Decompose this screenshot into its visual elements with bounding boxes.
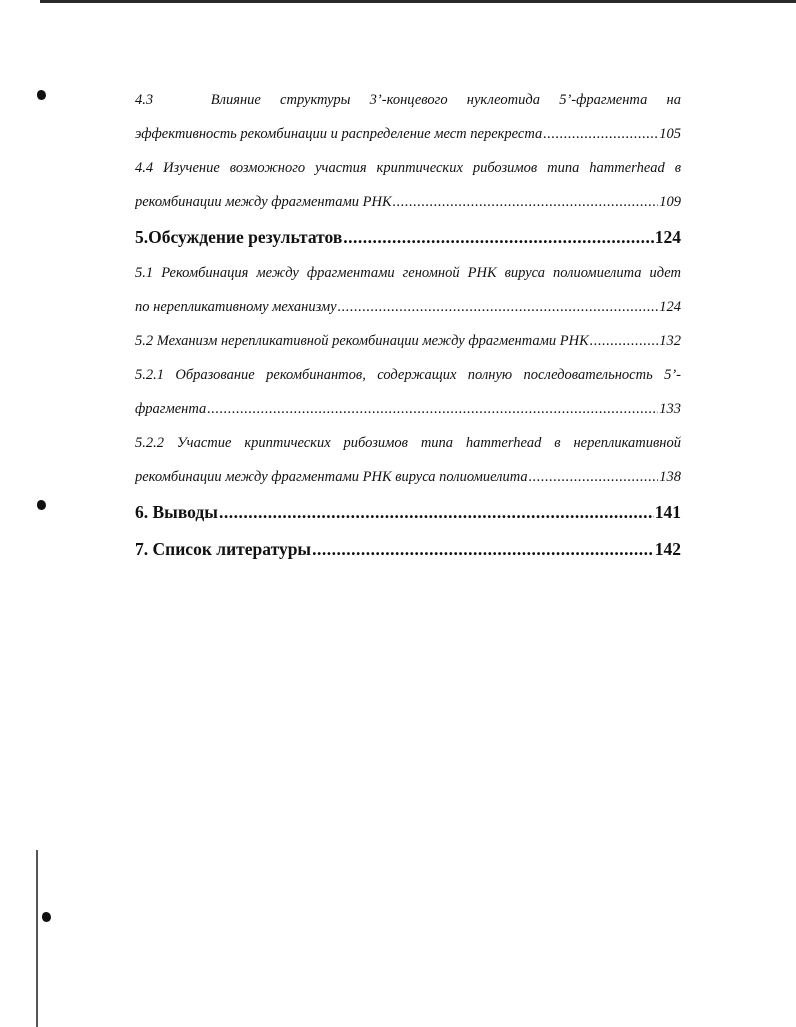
- toc-page: 109: [659, 194, 681, 210]
- toc-page: 141: [654, 502, 681, 522]
- toc-title: по нерепликативному механизму: [135, 299, 337, 315]
- toc-title: 5.Обсуждение результатов: [135, 227, 343, 247]
- toc-title: эффективность рекомбинации и распределение мест перекреста: [135, 126, 543, 142]
- dot-leader: [529, 460, 659, 494]
- scan-edge-top: [40, 0, 796, 3]
- toc-entry-5-2-1-line2[interactable]: [135, 392, 681, 426]
- toc-title: Образование рекомбинантов, содержащих полную последовательность 5’-: [175, 367, 681, 383]
- toc-page: 142: [654, 539, 681, 559]
- toc-page: 105: [659, 126, 681, 142]
- toc-title: рекомбинации между фрагментами РНК: [135, 194, 392, 210]
- toc-entry-5-2-1-line1: [135, 358, 681, 392]
- toc-number: 4.3: [135, 92, 154, 108]
- toc-title: 5.2 Механизм нерепликативной рекомбинации между фрагментами РНК: [135, 333, 589, 349]
- toc-title: фрагмента: [135, 401, 207, 417]
- dot-leader: [543, 117, 658, 151]
- toc-entry-5-2-2-line1: [135, 426, 681, 460]
- toc-page: 124: [654, 227, 681, 247]
- toc-title: Влияние структуры 3’-концевого нуклеотида 5’-фрагмента на: [210, 92, 681, 108]
- scan-edge-left: [36, 850, 38, 1027]
- toc-entry-7[interactable]: [135, 531, 681, 568]
- dot-leader: [393, 185, 659, 219]
- toc-entry-5-2-2-line2[interactable]: [135, 460, 681, 494]
- toc-entry-6[interactable]: [135, 494, 681, 531]
- dot-leader: [343, 219, 653, 256]
- toc-entry-4-3-line2[interactable]: [135, 117, 681, 151]
- dot-leader: [590, 324, 659, 358]
- toc-number: 5.2.2: [135, 435, 164, 451]
- toc-entry-4-4-line2[interactable]: [135, 185, 681, 219]
- toc-title: 6. Выводы: [135, 502, 218, 522]
- punch-hole-mark: [42, 912, 51, 922]
- dot-leader: [312, 531, 654, 568]
- toc-title: 7. Список литературы: [135, 539, 312, 559]
- toc-entry-5[interactable]: [135, 219, 681, 256]
- punch-hole-mark: [37, 500, 46, 510]
- toc-title: Участие криптических рибозимов типа hammerhead в нерепликативной: [176, 435, 681, 451]
- toc-number: 5.1: [135, 265, 154, 281]
- dot-leader: [219, 494, 654, 531]
- dot-leader: [338, 290, 659, 324]
- toc-entry-4-4-line1: [135, 151, 681, 185]
- toc-entry-4-3-line1: [135, 83, 681, 117]
- dot-leader: [207, 392, 658, 426]
- toc-page: 132: [659, 333, 681, 349]
- toc-number: 4.4: [135, 160, 154, 176]
- toc-title: Изучение возможного участия криптических рибозимов типа hammerhead в: [163, 160, 681, 176]
- toc-page: 138: [659, 469, 681, 485]
- toc-number: 5.2.1: [135, 367, 164, 383]
- toc-title: Рекомбинация между фрагментами геномной РНК вируса полиомиелита идет: [161, 265, 681, 281]
- toc-entry-5-2[interactable]: [135, 324, 681, 358]
- punch-hole-mark: [37, 90, 46, 100]
- toc-entry-5-1-line2[interactable]: [135, 290, 681, 324]
- toc-title: рекомбинации между фрагментами РНК вируса полиомиелита: [135, 469, 528, 485]
- table-of-contents: [135, 83, 681, 568]
- toc-page: 133: [659, 401, 681, 417]
- toc-entry-5-1-line1: [135, 256, 681, 290]
- toc-page: 124: [659, 299, 681, 315]
